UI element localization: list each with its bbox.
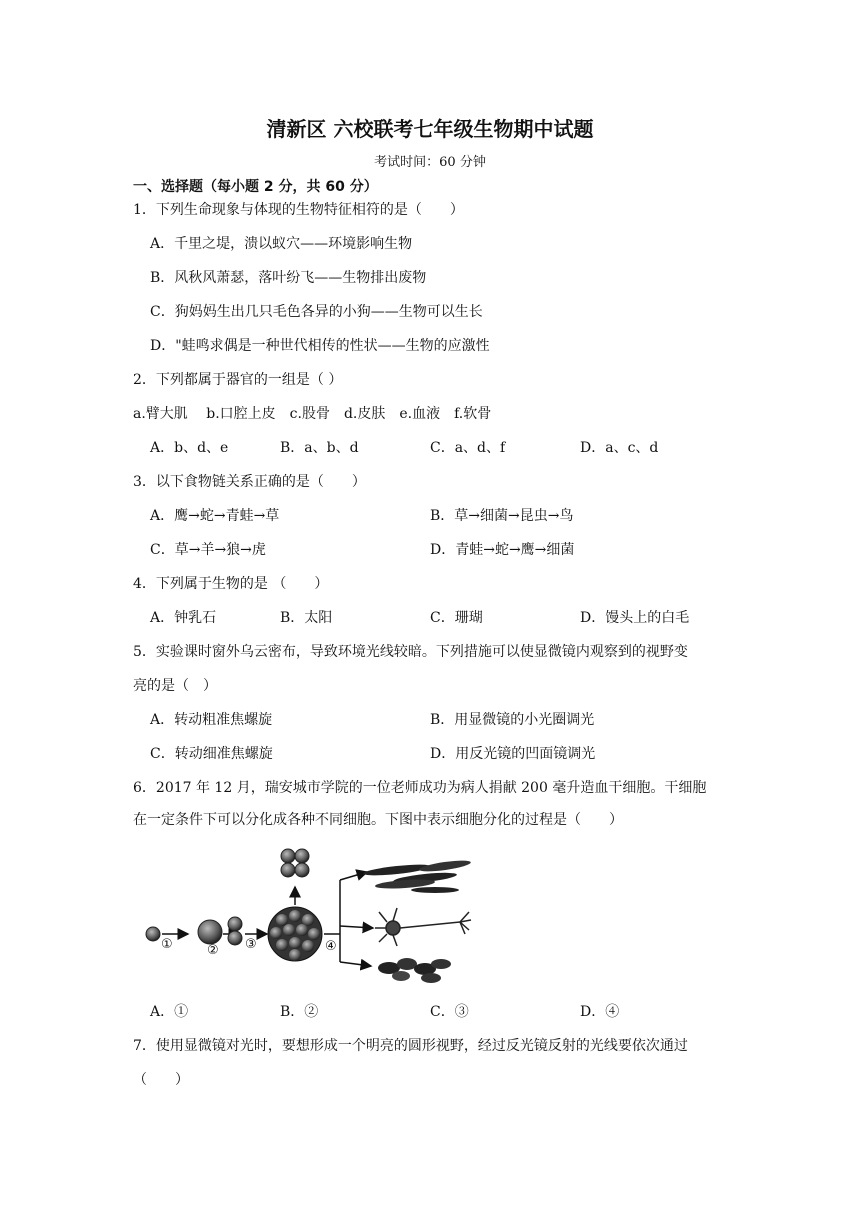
question-6-option-d: D．④ [580, 1004, 620, 1020]
question-4-option-b: B．太阳 [280, 610, 333, 626]
grown-cell [198, 920, 222, 944]
question-1-option-d: D．"蛙鸣求偶是一种世代相传的性状——生物的应激性 [150, 338, 490, 354]
blood-cells [378, 958, 451, 983]
question-2-option-a: A．b、d、e [150, 440, 229, 456]
question-4-option-a: A．钟乳石 [150, 610, 217, 626]
question-3-option-a: A．鹰→蛇→青蛙→草 [150, 508, 280, 524]
question-5-option-a: A．转动粗准焦螺旋 [150, 712, 273, 728]
step-label-1: ① [161, 937, 173, 952]
question-1-option-a: A．千里之堤，溃以蚁穴——环境影响生物 [150, 236, 413, 252]
question-6-option-a: A．① [150, 1004, 189, 1020]
question-1-stem: 1．下列生命现象与体现的生物特征相符的是（ ） [133, 202, 464, 218]
question-4-option-c: C．珊瑚 [430, 610, 483, 626]
question-5-option-b: B．用显微镜的小光圈调光 [430, 712, 595, 728]
question-5-option-d: D．用反光镜的凹面镜调光 [430, 746, 596, 762]
exam-time: 考试时间：60 分钟 [374, 155, 486, 170]
question-2-stem: 2．下列都属于器官的一组是（ ） [133, 372, 343, 388]
question-6-option-b: B．② [280, 1004, 319, 1020]
question-2-option-c: C．a、d、f [430, 440, 506, 456]
cell-differentiation-diagram [135, 842, 495, 992]
step-label-3: ③ [245, 937, 257, 952]
cell-cluster [268, 907, 322, 961]
question-3-option-d: D．青蛙→蛇→鹰→细菌 [430, 542, 575, 558]
question-6-stem: 6．2017 年 12 月，瑞安城市学院的一位老师成功为病人捐献 200 毫升造血干细胞。干细胞 [133, 780, 707, 796]
question-5-stem-cont: 亮的是（ ） [133, 678, 217, 694]
page-title: 清新区 六校联考七年级生物期中试题 [266, 117, 594, 141]
question-1-option-b: B．风秋风萧瑟，落叶纷飞——生物排出废物 [150, 270, 427, 286]
divided-cell-top [228, 917, 242, 931]
question-2-option-b: B．a、b、d [280, 440, 359, 456]
section-heading: 一、选择题（每小题 2 分，共 60 分） [133, 179, 378, 195]
question-6-option-c: C．③ [430, 1004, 469, 1020]
neuron-cell [375, 908, 471, 946]
question-7-stem-cont: （ ） [133, 1072, 189, 1088]
question-3-option-b: B．草→细菌→昆虫→鸟 [430, 508, 574, 524]
question-3-option-c: C．草→羊→狼→虎 [150, 542, 266, 558]
question-3-stem: 3．以下食物链关系正确的是（ ） [133, 474, 366, 490]
question-2-option-d: D．a、c、d [580, 440, 659, 456]
divided-cell-bottom [228, 931, 242, 945]
question-7-stem: 7．使用显微镜对光时，要想形成一个明亮的圆形视野，经过反光镜反射的光线要依次通过 [133, 1038, 688, 1054]
question-6-stem-cont: 在一定条件下可以分化成各种不同细胞。下图中表示细胞分化的过程是（ ） [133, 812, 623, 828]
step-label-4: ④ [325, 939, 337, 954]
question-5-stem: 5．实验课时窗外乌云密布，导致环境光线较暗。下列措施可以使显微镜内观察到的视野变 [133, 644, 688, 660]
four-cell-group [281, 849, 309, 877]
muscle-cells [363, 858, 472, 893]
question-1-option-c: C．狗妈妈生出几只毛色各异的小狗——生物可以生长 [150, 304, 483, 320]
question-4-stem: 4．下列属于生物的是 （ ） [133, 576, 329, 592]
question-4-option-d: D．馒头上的白毛 [580, 610, 690, 626]
step-label-2: ② [207, 943, 219, 958]
question-2-items: a.臂大肌 b.口腔上皮 c.股骨 d.皮肤 e.血液 f.软骨 [133, 406, 492, 422]
question-5-option-c: C．转动细准焦螺旋 [150, 746, 273, 762]
single-cell [146, 927, 160, 941]
